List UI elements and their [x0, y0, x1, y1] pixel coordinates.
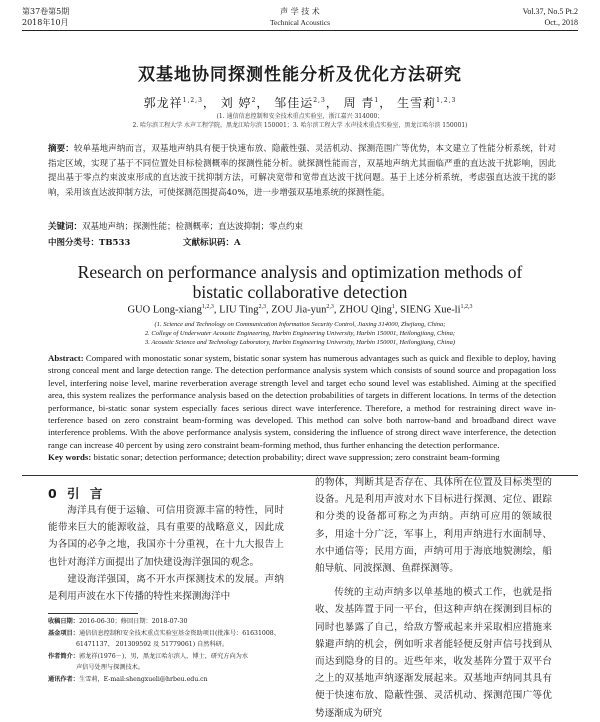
body-column-left: [48, 502, 284, 605]
journal-name-cn: 声 学 技 术: [280, 7, 320, 16]
fund-info: 通信信息控制和安全技术重点实验室基金资助项目(批准号：61631008、: [78, 629, 280, 637]
keywords-en-text: bistatic sonar; detection performance; detection probability; direct wave suppression; zero constraint beam-forming: [93, 452, 500, 463]
date-en: Oct., 2018: [544, 18, 578, 27]
section-heading: 0 引 言: [48, 486, 106, 501]
abstract-en: [48, 352, 556, 464]
volume-en: Vol.37, No.5 Pt.2: [522, 7, 578, 16]
paragraph: 海洋具有便于运输、可信用资源丰富的特性，同时能带来巨大的能源收益，具有重要的战略意义，因此成为各国的必争之地，我国亦十分重视，在十九大报告上也针对海洋方面提出了加快建设海洋强国的观念。: [48, 505, 284, 568]
paragraph: 的物体，判断其是否存在、具体所在位置及目标类型的设备。凡是利用声波对水下目标进行探测、定位、跟踪和分类的设备都可称之为声纳。声纳可应用的领域很多，用途十分广泛，军事上，利用声纳进行水面制导、水中通信等；民用方面，声纳可用于海底地貌测绘，船舶导航、同波探测、鱼群探测等。: [315, 477, 552, 575]
page-header: [22, 6, 578, 31]
authors-en: GUO Long-xiang$^{1,2,3}$, LIU Ting$^{2,3}$, ZOU Jia-yun$^{2,3}$, ZHOU Qing$^1$, SIENG Xue-li$^{1,2,3}$: [127, 304, 473, 316]
author-cn: 邹佳运: [274, 96, 314, 110]
affiliation-en-1: (1. Science and Technology on Communication Information Security Control, Jiaxing 314000, Zhejiang, China;: [154, 321, 446, 328]
paper-title-cn: 双基地协同探测性能分析及优化方法研究: [138, 65, 462, 85]
affiliation-cn-2: 2. 哈尔滨工程大学 水声工程学院，黑龙江哈尔滨 150001；3. 哈尔滨工程大学 水声技术重点实验室，黑龙江哈尔滨 150001): [132, 122, 468, 129]
keywords-cn-text: 双基地声纳；探测性能；检测概率；直达波抑制；零点约束: [82, 222, 304, 232]
author-cn: 周 青: [343, 96, 375, 110]
author-en: GUO Long-xiang: [127, 304, 202, 316]
contact-email: 生雪莉，E-mail:shengxueli@hrbeu.edu.cn: [78, 675, 208, 683]
author-cn: 郭龙祥: [143, 96, 183, 110]
author-en: ZHOU Qing: [339, 304, 392, 316]
author-cn: 刘 婷: [220, 96, 252, 110]
keywords-en-label: Key words:: [48, 452, 92, 463]
affiliation-en-3: 3. Acoustic Science and Technology Laboratory, Harbin Engineering University, Harbin 150001, Heilongjiang, China): [145, 339, 455, 346]
abstract-cn-label: 摘要：: [48, 144, 74, 154]
abstract-cn-text: 较单基地声纳而言，双基地声纳具有便于快速布放、隐蔽性强、灵活机动、探测范围广等优势，本文建立了性能分析系统，针对指定区域，实现了基于不同位置处目标检测概率的探测性能分析。就探测性能而言，双基地声纳尤其面临严重的直达波干扰影响，因此提出基于零点约束波束形成的直达波干扰抑制方法，可解决宽带和宽带直达波干扰问题。基于上述分析系统，考虑强直达波干扰的影响，采用该直达波抑制方法，可使探测范围提高40%，进一步增强双基地系统的探测性能。: [48, 144, 556, 198]
author-en: LIU Ting: [219, 304, 259, 316]
author-bio: 郭龙祥(1976－)，男，黑龙江哈尔滨人，博士，研究方向为水: [78, 652, 249, 660]
paper-title-en: Research on performance analysis and optimization methods of bistatic collaborative detection: [77, 262, 523, 302]
author-en: SIENG Xue-li: [400, 304, 461, 316]
author-en: ZOU Jia-yun: [271, 304, 327, 316]
abstract-en-label: Abstract:: [48, 353, 84, 363]
keywords-cn-label: 关键词：: [48, 222, 83, 232]
abstract-cn: [48, 142, 556, 200]
journal-name-en: Technical Acoustics: [269, 18, 331, 27]
affiliation-cn-1: (1. 通信信息控制和安全技术重点实验室，浙江嘉兴 314000；: [216, 113, 384, 120]
footnote-divider: [48, 613, 138, 614]
volume-cn: 第37卷第5期: [22, 7, 70, 16]
paragraph: 建设海洋强国，离不开水声探测技术的发展。声纳是利用声波在水下传播的特性来探测海洋中: [48, 573, 284, 603]
doc-code: A: [234, 238, 241, 248]
received-date: 2016-06-30；修回日期：2018-07-30: [78, 618, 188, 625]
body-column-right: [315, 474, 552, 722]
authors-cn: 郭龙祥$^{1,2,3}$， 刘 婷$^2$， 邹佳运$^{2,3}$， 周 青$^1$， 生雪莉$^{1,2,3}$: [143, 96, 457, 110]
author-cn: 生雪莉: [397, 96, 437, 110]
abstract-en-text: Compared with monostatic sonar system, bistatic sonar system has numerous advantages such as quick and flexible to deploy, having strong conceal ment and large detection range. The detection performance analysis system which consists of sound source and propagation loss level, interfering noise level, marine reverberation average strength level and target echo sound level was established. Aiming at the specified area, this system realizes the performance analysis based on the detection probabilities of targets in different locations. In terms of the detection performance, bi-static sonar system especially faces serious direct wave interference. Therefore, a method for restraining direct wave in-terference based on zero constraint beam-forming was developed. This method can solve both narrow-band and broadband direct wave interference problems. With the above performance analysis system, considering the influence of strong direct wave interference, the detection range can increase 40 percent by using zero constraint beam-forming method, thus further enhancing the detection performance.: [48, 353, 556, 450]
paragraph: 传统的主动声纳多以单基地的模式工作，也就是指收、发基阵置于同一平台，但这种声纳在探测到目标的同时也暴露了自己，给敌方警戒起来并采取相应措施来躲避声纳的机会，例如听求者能轻便反射声信号找到从而达到隐身的目的。近些年来，收发基阵分置于双平台之上的双基地声纳逐渐发展起来。双基地声纳同其具有便于快速布放、隐蔽性强、灵活机动、探测范围广等优势逐渐成为研究: [315, 587, 552, 719]
class-number: TB533: [99, 238, 131, 248]
classification-cn: 中图分类号：TB533 文献标识码：A: [48, 238, 241, 248]
footnote: 收稿日期：2016-06-30；修回日期：2018-07-30 基金项目：通信信息控制和安全技术重点实验室基金资助项目(批准号：61631008、 61471137、 201309592 及 51779061) 自然科研。 作者简介：郭龙祥(1976－)，男，黑龙江哈尔滨人，博士，研究方向为水 声信号处理与探测技术。 通讯作者：生雪莉，E-mail:shengxueli@hrbeu.edu.cn: [48, 618, 280, 683]
keywords-cn: [48, 221, 556, 233]
affiliation-en-2: 2. College of Underwater Acoustic Engineering, Harbin Engineering University, Harbin 150001, Heilongjiang, China;: [144, 330, 456, 337]
date-cn: 2018年10月: [22, 18, 69, 27]
